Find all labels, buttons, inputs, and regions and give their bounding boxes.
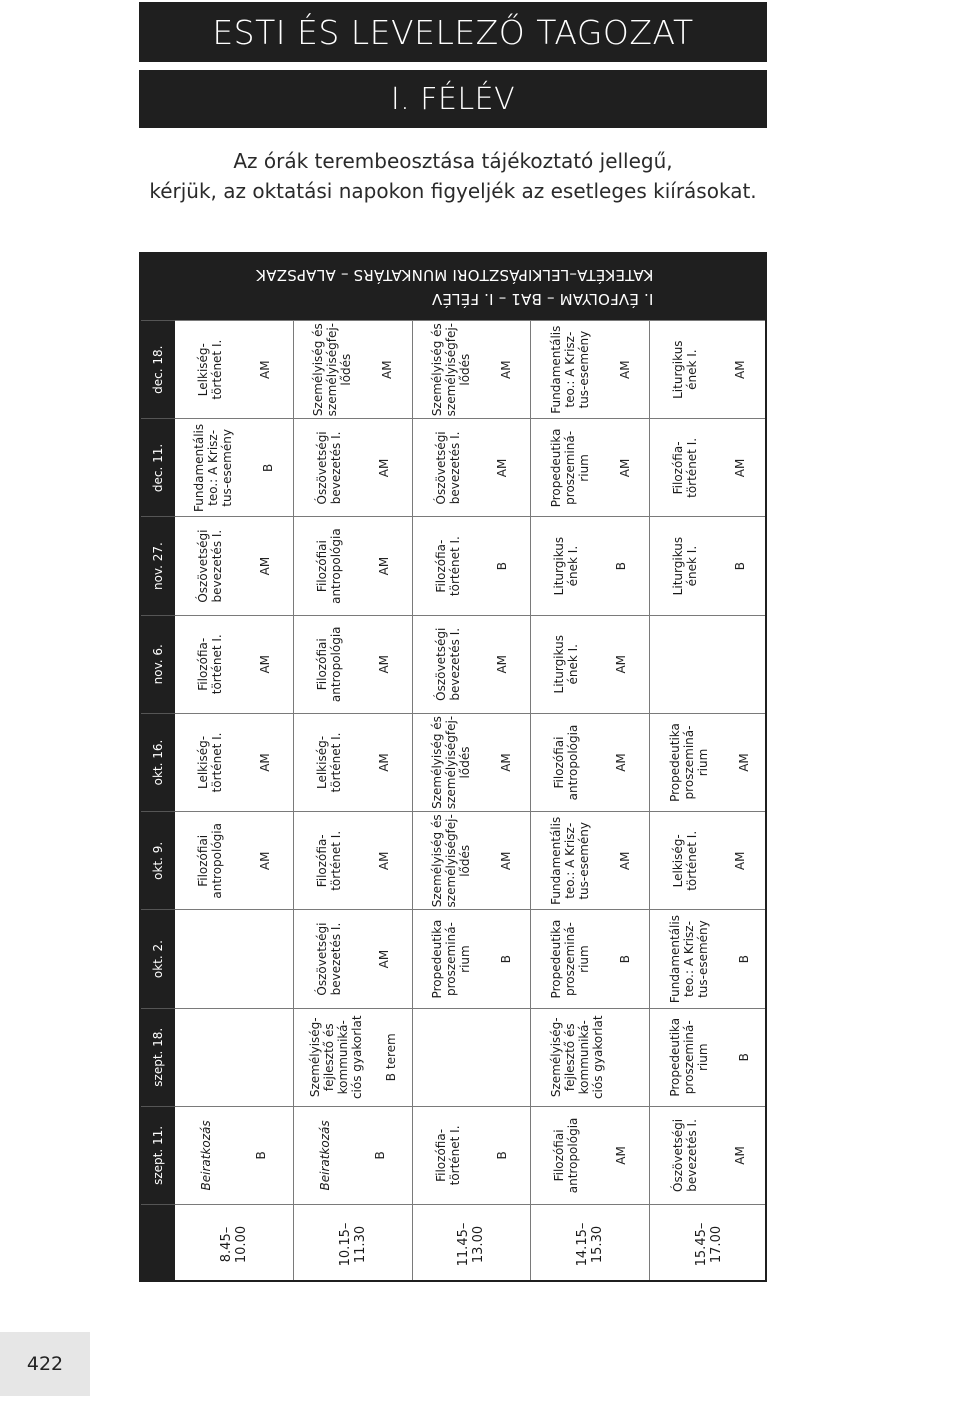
room-label: AM: [376, 458, 391, 478]
room-label: B: [617, 954, 632, 964]
room-label: AM: [380, 360, 395, 379]
room-label: AM: [733, 1146, 748, 1165]
course-name: Liturgikus ének I.: [552, 536, 581, 596]
course-name: Liturgikus ének I.: [552, 635, 581, 694]
course-name: Személyiség- fejlesztő és kommuniká- ciós gyakorlat: [307, 1015, 364, 1100]
course-name: Filozófia- történet I.: [433, 536, 462, 597]
schedule-cell: [175, 517, 294, 615]
schedule-cell: [650, 811, 767, 909]
room-label: B terem: [383, 1033, 398, 1082]
page-number: 422: [0, 1332, 90, 1396]
room-label: AM: [617, 851, 632, 871]
schedule-cell: [294, 418, 413, 516]
room-label: AM: [495, 654, 510, 674]
schedule-cell: [413, 1106, 532, 1204]
course-name: Személyiség és személyiségfej- lődés: [430, 715, 473, 810]
room-label: AM: [257, 851, 272, 871]
room-label: B: [733, 561, 748, 571]
date-header: nov. 6.: [141, 615, 175, 713]
course-name: Lelkiség- történet I.: [195, 732, 224, 793]
course-name: Liturgikus ének I.: [671, 536, 700, 596]
schedule-cell: [531, 517, 650, 615]
notice-line-2: kérjük, az oktatási napokon figyeljék az esetleges kiírásokat.: [149, 179, 757, 203]
course-name: Ószövetségi bevezetés I.: [433, 627, 462, 701]
room-label: AM: [376, 753, 391, 772]
schedule-cell: [175, 320, 294, 418]
room-label: AM: [733, 458, 748, 478]
date-header: okt. 16.: [141, 713, 175, 811]
course-name: Filozófia- történet I.: [314, 830, 343, 891]
room-label: AM: [376, 556, 391, 576]
schedule-cell: [531, 1106, 650, 1204]
room-label: AM: [376, 949, 391, 969]
schedule-cell: [175, 615, 294, 713]
course-name: Ószövetségi bevezetés I.: [314, 431, 343, 505]
semester-title: I. FÉLÉV: [139, 70, 767, 128]
course-name: Lelkiség- történet I.: [195, 339, 224, 400]
date-header: szept. 18.: [141, 1008, 175, 1106]
room-label: AM: [614, 654, 629, 674]
course-name: Filozófiai antropológia: [195, 823, 224, 899]
program-title-lines: [256, 263, 653, 311]
room-label: AM: [498, 360, 513, 379]
room-label: AM: [617, 458, 632, 478]
course-name: Fundamentális teo.: A Krisz- tus-esemény: [192, 423, 235, 512]
course-name: Fundamentális teo.: A Krisz- tus-esemény: [548, 816, 591, 905]
schedule-cell: [413, 418, 532, 516]
schedule-rotated: [141, 254, 767, 1282]
room-label: B: [736, 1053, 751, 1062]
room-label: B: [254, 1151, 269, 1160]
room-label: AM: [614, 1146, 629, 1165]
schedule-cell: [531, 713, 650, 811]
schedule-cell: [175, 713, 294, 811]
room-label: AM: [376, 654, 391, 674]
course-name: Személyiség és személyiségfej- lődés: [430, 323, 473, 417]
schedule-cell: [531, 811, 650, 909]
schedule-cell: [650, 1106, 767, 1204]
course-name: Ószövetségi bevezetés I.: [433, 431, 462, 505]
course-name: Beiratkozás: [199, 1120, 214, 1191]
program-title-line-2: I. ÉVFOLYAM – BA1 – I. FÉLÉV: [432, 290, 654, 308]
schedule-cell: [413, 713, 532, 811]
room-label: AM: [498, 753, 513, 772]
course-name: Lelkiség- történet I.: [671, 830, 700, 891]
course-name: Filozófiai antropológia: [552, 1117, 581, 1194]
date-header: szept. 11.: [141, 1106, 175, 1204]
room-label: AM: [376, 851, 391, 871]
room-label: AM: [733, 360, 748, 379]
schedule-cell: [413, 909, 532, 1007]
schedule-table: [139, 252, 767, 1282]
room-label: B: [736, 954, 751, 964]
schedule-cell: [650, 615, 767, 713]
course-name: Filozófia- történet I.: [195, 634, 224, 695]
schedule-cell: [294, 320, 413, 418]
schedule-cell: [294, 909, 413, 1007]
course-name: Személyiség és személyiségfej- lődés: [430, 814, 473, 908]
notice: [139, 146, 767, 206]
course-name: Fundamentális teo.: A Krisz- tus-esemény: [548, 325, 591, 414]
schedule-cell: [294, 713, 413, 811]
time-slot: 10.15– 11.30: [294, 1204, 413, 1282]
schedule-cell: [413, 517, 532, 615]
room-label: AM: [617, 360, 632, 379]
course-name: Filozófiai antropológia: [552, 724, 581, 801]
course-name: Propedeutika proszeminá- rium: [548, 919, 591, 999]
course-name: Filozófia- történet I.: [671, 437, 700, 498]
date-header: dec. 11.: [141, 418, 175, 516]
time-slot: 8.45– 10.00: [175, 1204, 294, 1282]
schedule-cell: [650, 320, 767, 418]
course-name: Fundamentális teo.: A Krisz- tus-esemény: [667, 915, 710, 1004]
schedule-cell: [650, 909, 767, 1007]
room-label: B: [614, 561, 629, 571]
course-name: Beiratkozás: [318, 1120, 333, 1191]
schedule-cell: [294, 811, 413, 909]
course-name: Propedeutika proszeminá- rium: [667, 723, 710, 802]
room-label: AM: [257, 556, 272, 576]
schedule-grid: [141, 320, 767, 1282]
course-name: Ószövetségi bevezetés I.: [671, 1118, 700, 1192]
room-label: AM: [614, 753, 629, 772]
schedule-cell: [413, 320, 532, 418]
schedule-cell: [650, 418, 767, 516]
schedule-cell: [294, 517, 413, 615]
program-title-line-1: KATEKÉTA–LELKIPÁSZTORI MUNKATÁRS – ALAPSZAK: [256, 266, 654, 284]
schedule-cell: [294, 1106, 413, 1204]
schedule-cell: [531, 320, 650, 418]
schedule-cell: [413, 615, 532, 713]
room-label: B: [498, 954, 513, 964]
schedule-cell: [531, 909, 650, 1007]
schedule-cell: [175, 1106, 294, 1204]
schedule-cell: [413, 1008, 532, 1106]
course-name: Személyiség és személyiségfej- lődés: [311, 323, 354, 417]
course-name: Filozófiai antropológia: [314, 626, 343, 703]
room-label: AM: [736, 753, 751, 772]
notice-line-1: Az órák terembeosztása tájékoztató jellegű,: [233, 149, 673, 173]
course-name: Lelkiség- történet I.: [314, 732, 343, 793]
date-header: nov. 27.: [141, 517, 175, 615]
room-label: B: [495, 561, 510, 571]
program-title: [141, 254, 767, 320]
schedule-cell: [294, 1008, 413, 1106]
course-name: Propedeutika proszeminá- rium: [430, 919, 473, 999]
room-label: AM: [257, 654, 272, 674]
time-slot: 14.15– 15.30: [531, 1204, 650, 1282]
schedule-cell: [650, 517, 767, 615]
course-name: Személyiség- fejlesztő és kommuniká- ciós gyakorlat: [548, 1015, 605, 1100]
time-slot: 11.45– 13.00: [413, 1204, 532, 1282]
schedule-cell: [175, 1008, 294, 1106]
schedule-cell: [650, 1008, 767, 1106]
course-name: Filozófiai antropológia: [314, 528, 343, 604]
room-label: AM: [257, 360, 272, 379]
schedule-cell: [294, 615, 413, 713]
course-name: Propedeutika proszeminá- rium: [548, 428, 591, 508]
room-label: AM: [498, 851, 513, 871]
page-title: ESTI ÉS LEVELEZŐ TAGOZAT: [139, 2, 767, 62]
schedule-cell: [175, 909, 294, 1007]
room-label: B: [495, 1151, 510, 1160]
date-header: okt. 2.: [141, 909, 175, 1007]
course-name: Filozófia- történet I.: [433, 1125, 462, 1186]
date-header: okt. 9.: [141, 811, 175, 909]
schedule-cell: [175, 418, 294, 516]
date-header: dec. 18.: [141, 320, 175, 418]
schedule-cell: [531, 615, 650, 713]
room-label: AM: [495, 458, 510, 478]
course-name: Propedeutika proszeminá- rium: [667, 1017, 710, 1097]
room-label: AM: [733, 851, 748, 871]
room-label: B: [261, 463, 276, 473]
course-name: Liturgikus ének I.: [671, 340, 700, 399]
course-name: Ószövetségi bevezetés I.: [195, 529, 224, 603]
schedule-cell: [413, 811, 532, 909]
room-label: B: [373, 1151, 388, 1160]
schedule-cell: [531, 418, 650, 516]
schedule-cell: [175, 811, 294, 909]
course-name: Ószövetségi bevezetés I.: [314, 922, 343, 996]
schedule-cell: [650, 713, 767, 811]
time-slot: 15.45– 17.00: [650, 1204, 767, 1282]
room-label: AM: [257, 753, 272, 772]
schedule-cell: [531, 1008, 650, 1106]
header-corner: [141, 1204, 175, 1282]
